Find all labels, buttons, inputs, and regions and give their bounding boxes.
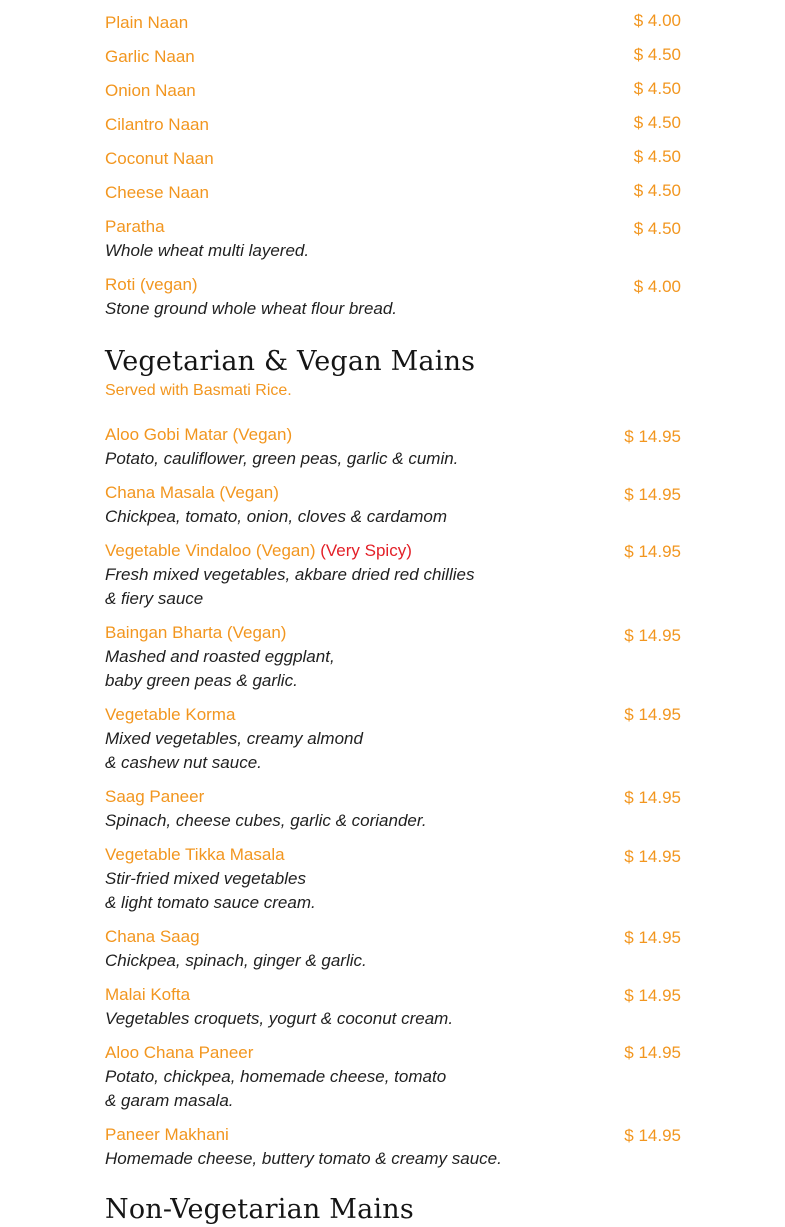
item-description: Vegetables croquets, yogurt & coconut cream. [105,1009,454,1028]
item-price: $ 14.95 [624,427,681,446]
item-description: Potato, chickpea, homemade cheese, tomato & garam masala. [105,1067,447,1110]
item-price: $ 4.00 [633,11,681,30]
item-price: $ 14.95 [624,847,681,866]
item-name: Saag Paneer [105,787,205,806]
item-description: Fresh mixed vegetables, akbare dried red chillies & fiery sauce [105,565,475,608]
item-description: Stone ground whole wheat flour bread. [105,299,398,318]
item-name: Paneer Makhani [105,1125,229,1144]
item-price: $ 4.00 [633,277,681,296]
item-price: $ 4.50 [633,181,681,200]
section-title-vegetarian: Vegetarian & Vegan Mains [105,346,476,377]
item-name: Vegetable Tikka Masala [105,845,285,864]
item-name: Aloo Chana Paneer [105,1043,254,1062]
item-name-text: Vegetable Vindaloo (Vegan) [105,541,316,560]
item-price: $ 14.95 [624,788,681,807]
item-name: Aloo Gobi Matar (Vegan) [105,425,293,444]
item-name: Plain Naan [105,13,189,32]
item-price: $ 14.95 [624,705,681,724]
item-name: Chana Masala (Vegan) [105,483,279,502]
item-name: Roti (vegan) [105,275,198,294]
item-price: $ 14.95 [624,928,681,947]
item-name: Garlic Naan [105,47,195,66]
item-price: $ 14.95 [624,986,681,1005]
item-description: Potato, cauliflower, green peas, garlic & cumin. [105,449,459,468]
item-price: $ 14.95 [624,485,681,504]
item-price: $ 4.50 [633,45,681,64]
item-price: $ 14.95 [624,626,681,645]
item-price: $ 14.95 [624,1043,681,1062]
item-description: Chickpea, spinach, ginger & garlic. [105,951,367,970]
item-price: $ 4.50 [633,147,681,166]
item-description: Mashed and roasted eggplant, baby green peas & garlic. [105,647,335,690]
item-price: $ 4.50 [633,219,681,238]
item-price: $ 4.50 [633,113,681,132]
spicy-badge: (Very Spicy) [320,541,412,560]
item-description: Spinach, cheese cubes, garlic & coriander. [105,811,427,830]
section-subtitle: Served with Basmati Rice. [105,382,292,399]
item-name: Vegetable Korma [105,705,236,724]
item-name [105,540,412,562]
item-name: Coconut Naan [105,149,214,168]
item-name: Baingan Bharta (Vegan) [105,623,287,642]
item-description: Homemade cheese, buttery tomato & creamy sauce. [105,1149,502,1168]
item-name: Malai Kofta [105,985,191,1004]
item-description: Chickpea, tomato, onion, cloves & cardamom [105,507,448,526]
item-description: Whole wheat multi layered. [105,241,310,260]
item-price: $ 14.95 [624,1126,681,1145]
item-name: Onion Naan [105,81,196,100]
item-name: Cheese Naan [105,183,209,202]
item-description: Stir-fried mixed vegetables & light tomato sauce cream. [105,869,316,912]
item-name: Cilantro Naan [105,115,209,134]
item-description: Mixed vegetables, creamy almond & cashew nut sauce. [105,729,363,772]
item-name: Paratha [105,217,165,236]
section-title-non-vegetarian: Non-Vegetarian Mains [105,1194,414,1225]
item-price: $ 4.50 [633,79,681,98]
item-price: $ 14.95 [624,542,681,561]
item-name: Chana Saag [105,927,200,946]
